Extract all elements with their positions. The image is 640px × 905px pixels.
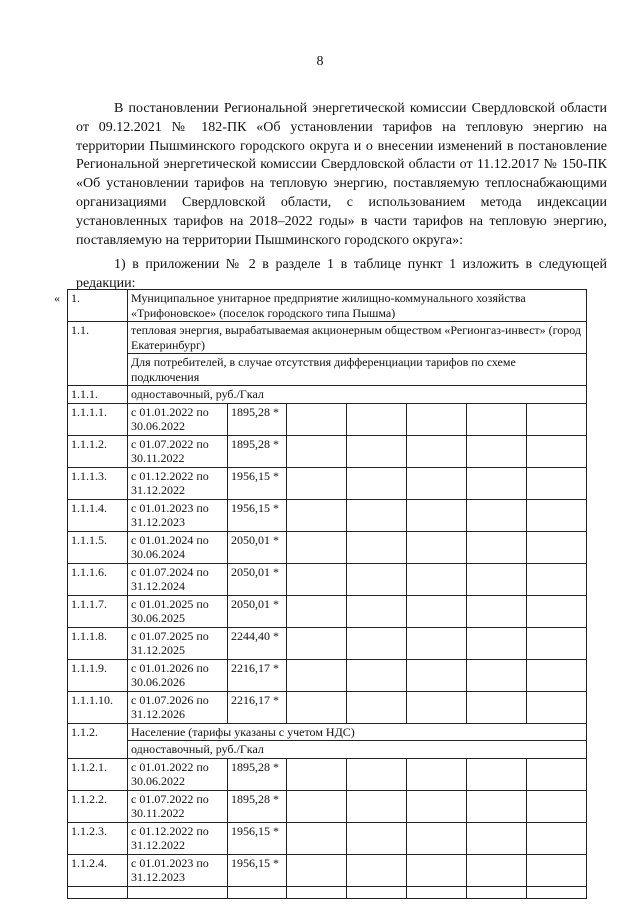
empty-cell [407, 403, 467, 435]
table-row [68, 886, 587, 898]
empty-cell [467, 595, 527, 627]
table-row [68, 741, 587, 759]
empty-cell [347, 435, 407, 467]
empty-cell [347, 886, 407, 898]
row-number-cell: 1.1.1.9. [68, 659, 128, 691]
tariff-value: 1956,15 [231, 855, 270, 870]
empty-cell [467, 758, 527, 790]
table-row [68, 854, 587, 886]
empty-cell [287, 691, 347, 723]
empty-cell [527, 467, 587, 499]
table-row [68, 403, 587, 435]
period-cell: с 01.01.2026 по 30.06.2026 [128, 659, 228, 691]
table-row [68, 790, 587, 822]
table-row [68, 723, 587, 741]
empty-cell [467, 563, 527, 595]
tariff-value: 1956,15 [231, 500, 270, 515]
table-row [68, 691, 587, 723]
tariff-value: 1956,15 [231, 468, 270, 483]
table-row [68, 322, 587, 354]
footnote-mark: * [273, 596, 279, 611]
period-cell: с 01.01.2023 по 31.12.2023 [128, 499, 228, 531]
table-row [68, 499, 587, 531]
tariff-value-cell [228, 531, 287, 563]
empty-cell [287, 467, 347, 499]
empty-cell [527, 758, 587, 790]
empty-cell [407, 822, 467, 854]
empty-cell [68, 886, 128, 898]
empty-cell [347, 627, 407, 659]
empty-cell [527, 854, 587, 886]
empty-cell [347, 563, 407, 595]
empty-cell [347, 691, 407, 723]
period-cell: с 01.01.2023 по 31.12.2023 [128, 854, 228, 886]
empty-cell [228, 886, 287, 898]
intro-paragraph: В постановлении Региональной энергетической комиссии Свердловской области от 09.12.2021 № 182-ПК «Об установлении тарифов на тепловую энергию на территории Пышминского городского округа и о внесении изменений в постановление Региональной энергетической комиссии Свердловской области от 11.12.2017 № 150-ПК «Об установлении тарифов на тепловую энергию, поставляемую теплоснабжающими организациями Свердловской области, с использованием метода индексации установленных тарифов на 2018–2022 годы» в части тарифов на тепловую энергию, поставляемую на территории Пышминского городского округа»: [76, 101, 607, 248]
empty-cell [527, 531, 587, 563]
heat-source-cell: тепловая энергия, вырабатываемая акционерным обществом «Регионгаз-инвест» (город Екатеринбург) [128, 322, 587, 354]
empty-cell [347, 403, 407, 435]
empty-cell [467, 467, 527, 499]
table-row [68, 386, 587, 404]
empty-cell [467, 499, 527, 531]
row-number-cell: 1.1.1.7. [68, 595, 128, 627]
period-cell: с 01.12.2022 по 31.12.2022 [128, 467, 228, 499]
table-row [68, 563, 587, 595]
table-row [68, 627, 587, 659]
page-number: 8 [316, 54, 324, 69]
footnote-mark: * [273, 855, 279, 870]
empty-cell [347, 467, 407, 499]
tariff-value-cell [228, 467, 287, 499]
empty-cell [287, 403, 347, 435]
tariff-value: 2216,17 [231, 692, 270, 707]
empty-cell [287, 595, 347, 627]
empty-cell [287, 758, 347, 790]
period-cell: с 01.01.2022 по 30.06.2022 [128, 403, 228, 435]
empty-cell [347, 758, 407, 790]
empty-cell [467, 627, 527, 659]
opening-quote-mark: « [54, 291, 60, 305]
table-row [68, 659, 587, 691]
tariff-value: 2216,17 [231, 660, 270, 675]
tariff-value: 2050,01 [231, 596, 270, 611]
empty-cell [527, 627, 587, 659]
row-number-cell: 1.1.1.1. [68, 403, 128, 435]
table-row [68, 822, 587, 854]
tariff-value-cell [228, 627, 287, 659]
empty-cell [467, 790, 527, 822]
footnote-mark: * [273, 404, 279, 419]
item-paragraph: 1) в приложении № 2 в разделе 1 в таблице пункт 1 изложить в следующей редакции: [76, 257, 607, 291]
organization-name-cell: Муниципальное унитарное предприятие жилищно-коммунального хозяйства «Трифоновское» (поселок городского типа Пышма) [128, 290, 587, 322]
tariff-value: 2050,01 [231, 532, 270, 547]
table-row [68, 467, 587, 499]
empty-cell [407, 435, 467, 467]
consumer-category-cell: Для потребителей, в случае отсутствия дифференциации тарифов по схеме подключения [128, 354, 587, 386]
row-number-cell: 1.1.2. [68, 723, 128, 758]
empty-cell [287, 886, 347, 898]
row-number-cell: 1.1.2.2. [68, 790, 128, 822]
tariff-type-cell: одноставочный, руб./Гкал [128, 386, 587, 404]
empty-cell [467, 822, 527, 854]
empty-cell [527, 822, 587, 854]
tariff-value-cell [228, 595, 287, 627]
table-row [68, 354, 587, 386]
empty-cell [527, 435, 587, 467]
row-number-cell: 1.1.2.3. [68, 822, 128, 854]
empty-cell [467, 886, 527, 898]
empty-cell [128, 886, 228, 898]
empty-cell [407, 499, 467, 531]
tariff-value-cell [228, 499, 287, 531]
footnote-mark: * [273, 468, 279, 483]
period-cell: с 01.01.2024 по 30.06.2024 [128, 531, 228, 563]
row-number-cell: 1. [68, 290, 128, 322]
period-cell: с 01.07.2025 по 31.12.2025 [128, 627, 228, 659]
tariff-value-cell [228, 758, 287, 790]
empty-cell [527, 595, 587, 627]
empty-cell [467, 435, 527, 467]
tariff-value-cell [228, 854, 287, 886]
empty-cell [347, 531, 407, 563]
empty-cell [467, 691, 527, 723]
footnote-mark: * [273, 500, 279, 515]
tariff-value: 1895,28 [231, 404, 270, 419]
tariff-value: 1895,28 [231, 759, 270, 774]
empty-cell [347, 499, 407, 531]
empty-cell [287, 822, 347, 854]
row-number-cell: 1.1.2.4. [68, 854, 128, 886]
empty-cell [407, 659, 467, 691]
empty-cell [527, 563, 587, 595]
footnote-mark: * [273, 564, 279, 579]
empty-cell [407, 467, 467, 499]
tariff-value-cell [228, 659, 287, 691]
empty-cell [407, 691, 467, 723]
empty-cell [407, 886, 467, 898]
tariff-value: 2244,40 [231, 628, 270, 643]
consumer-category-cell: Население (тарифы указаны с учетом НДС) [128, 723, 587, 741]
footnote-mark: * [273, 660, 279, 675]
empty-cell [347, 595, 407, 627]
empty-cell [527, 790, 587, 822]
row-number-cell: 1.1.2.1. [68, 758, 128, 790]
period-cell: с 01.07.2026 по 31.12.2026 [128, 691, 228, 723]
row-number-cell: 1.1.1.4. [68, 499, 128, 531]
footnote-mark: * [273, 628, 279, 643]
tariff-type-cell: одноставочный, руб./Гкал [128, 741, 587, 759]
empty-cell [287, 435, 347, 467]
empty-cell [527, 659, 587, 691]
table-row [68, 435, 587, 467]
empty-cell [347, 659, 407, 691]
footnote-mark: * [273, 436, 279, 451]
period-cell: с 01.12.2022 по 31.12.2022 [128, 822, 228, 854]
empty-cell [287, 790, 347, 822]
tariff-value: 2050,01 [231, 564, 270, 579]
empty-cell [527, 499, 587, 531]
empty-cell [527, 691, 587, 723]
tariff-value-cell [228, 435, 287, 467]
tariff-value: 1895,28 [231, 791, 270, 806]
row-number-cell: 1.1. [68, 322, 128, 386]
empty-cell [287, 854, 347, 886]
empty-cell [347, 822, 407, 854]
period-cell: с 01.07.2024 по 31.12.2024 [128, 563, 228, 595]
tariff-value: 1895,28 [231, 436, 270, 451]
row-number-cell: 1.1.1.6. [68, 563, 128, 595]
empty-cell [407, 627, 467, 659]
tariff-value: 1956,15 [231, 823, 270, 838]
empty-cell [347, 854, 407, 886]
empty-cell [407, 595, 467, 627]
table-row [68, 290, 587, 322]
empty-cell [407, 758, 467, 790]
row-number-cell: 1.1.1.10. [68, 691, 128, 723]
footnote-mark: * [273, 759, 279, 774]
footnote-mark: * [273, 692, 279, 707]
empty-cell [407, 563, 467, 595]
empty-cell [527, 403, 587, 435]
row-number-cell: 1.1.1.8. [68, 627, 128, 659]
period-cell: с 01.01.2025 по 30.06.2025 [128, 595, 228, 627]
empty-cell [467, 659, 527, 691]
period-cell: с 01.07.2022 по 30.11.2022 [128, 790, 228, 822]
tariff-value-cell [228, 403, 287, 435]
empty-cell [527, 886, 587, 898]
footnote-mark: * [273, 823, 279, 838]
tariff-value-cell [228, 790, 287, 822]
tariff-value-cell [228, 563, 287, 595]
table-row [68, 531, 587, 563]
empty-cell [287, 659, 347, 691]
empty-cell [287, 531, 347, 563]
empty-cell [287, 627, 347, 659]
empty-cell [407, 790, 467, 822]
empty-cell [467, 403, 527, 435]
tariff-value-cell [228, 822, 287, 854]
table-row [68, 758, 587, 790]
table-row [68, 595, 587, 627]
row-number-cell: 1.1.1.3. [68, 467, 128, 499]
row-number-cell: 1.1.1. [68, 386, 128, 404]
period-cell: с 01.07.2022 по 30.11.2022 [128, 435, 228, 467]
row-number-cell: 1.1.1.5. [68, 531, 128, 563]
empty-cell [407, 854, 467, 886]
footnote-mark: * [273, 532, 279, 547]
footnote-mark: * [273, 791, 279, 806]
tariff-table [67, 289, 587, 899]
empty-cell [287, 499, 347, 531]
empty-cell [407, 531, 467, 563]
tariff-value-cell [228, 691, 287, 723]
empty-cell [467, 854, 527, 886]
empty-cell [287, 563, 347, 595]
row-number-cell: 1.1.1.2. [68, 435, 128, 467]
empty-cell [347, 790, 407, 822]
period-cell: с 01.01.2022 по 30.06.2022 [128, 758, 228, 790]
empty-cell [467, 531, 527, 563]
